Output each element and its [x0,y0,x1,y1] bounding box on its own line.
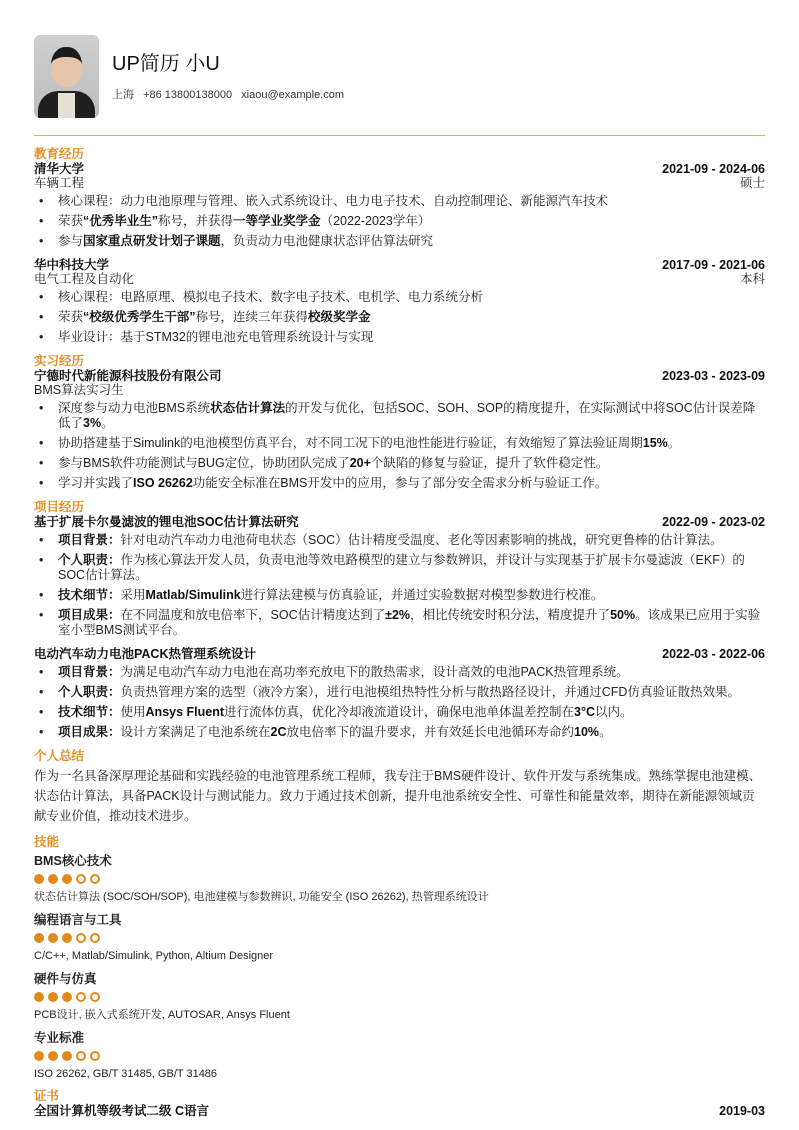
skill-level-rating [34,992,765,1002]
skill-description: ISO 26262, GB/T 31485, GB/T 31486 [34,1068,218,1080]
skill-name: BMS核心技术 [34,854,112,868]
rating-dot [62,874,72,884]
entry-row [34,369,765,383]
header-divider [34,135,765,136]
skill-name: 专业标准 [34,1031,85,1045]
company-name: 宁德时代新能源科技股份有限公司 [34,369,222,383]
bullet-item [34,685,765,700]
bold-text: 50% [610,608,636,622]
profile-photo [34,35,99,118]
bullet-list [34,665,765,740]
rating-dot [76,992,86,1002]
bold-text: 15% [642,436,668,450]
text: 称号，并获得 [158,214,234,228]
rating-dot [48,992,58,1002]
bullet-item [34,705,765,720]
text: 参与BMS软件功能测试与BUG定位，协助团队完成了 [58,456,350,470]
bold-text: 3°C [574,705,596,719]
bullet-list [34,533,765,638]
text: 在不同温度和放电倍率下，SOC估计精度达到了 [120,608,386,622]
bold-text: Matlab/Simulink [145,588,241,602]
text: 为满足电动汽车动力电池在高功率充放电下的散热需求，设计高效的电池PACK热管理系统。 [120,665,629,679]
entry-row [34,162,765,176]
section-title-internship: 实习经历 [34,354,85,368]
bold-text: 项目背景： [58,665,121,679]
resume-body [34,147,765,1118]
text: 。该成果已应用于实验室小型BMS测试平台。 [58,608,761,637]
bold-text: 2C [270,725,287,739]
bold-text: 项目成果： [58,608,121,622]
date-range: 2022-09 - 2023-02 [662,515,765,529]
bullet-item [34,234,765,249]
text: 进行流体仿真，优化冷却液流道设计，确保电池单体温差控制在 [224,705,575,719]
bullet-item [34,310,765,325]
project-entry [34,515,765,638]
text: 核心课程：动力电池原理与管理、嵌入式系统设计、电力电子技术、自动控制理论、新能源汽车技术 [58,194,609,208]
text: 以内。 [595,705,633,719]
date-range: 2022-03 - 2022-06 [662,647,765,661]
bold-text: Ansys Fluent [145,705,225,719]
text: 称号，连续三年获得 [195,310,309,324]
bullet-item [34,290,765,305]
degree: 硕士 [739,176,765,190]
skill-name: 编程语言与工具 [34,913,122,927]
rating-dot [76,1051,86,1061]
bold-text: 状态估计算法 [210,401,286,415]
resume-header [34,35,350,118]
candidate-name: UP简历 小U [112,53,220,75]
text: 荣获 [58,214,84,228]
bullet-list [34,194,765,249]
bullet-item [34,436,765,451]
rating-dot [90,1051,100,1061]
text: 负责热管理方案的选型（液冷方案），进行电池模组热特性分析与散热路径设计，并通过CFD仿真验证散热效果。 [120,685,740,699]
section-title-projects: 项目经历 [34,500,85,514]
entry-row [34,272,765,286]
bold-text: ±2% [385,608,411,622]
bold-text: 项目成果： [58,725,121,739]
text: 功能安全标准在BMS开发中的应用，参与了部分安全需求分析与验证工作。 [192,476,608,490]
bold-text: 20+ [349,456,371,470]
email: xiaou@example.com [241,89,345,101]
bold-text: 3% [83,416,102,430]
rating-dot [48,1051,58,1061]
bullet-item [34,588,765,603]
summary-text: 作为一名具备深厚理论基础和实践经验的电池管理系统工程师，我专注于BMS硬件设计、软件开发与系统集成。熟练掌握电池建模、状态估计算法，具备PACK设计与测试能力。致力于通过技术创新，提升电池系统安全性、可靠性和能量效率，期待在新能源领域贡献专业价值，推动技术进步。 [34,769,762,823]
major: 车辆工程 [34,176,85,190]
phone: +86 13800138000 [143,89,233,101]
bold-text: 技术细节： [58,588,121,602]
bold-text: 10% [574,725,600,739]
text: 协助搭建基于Simulink的电池模型仿真平台，对不同工况下的电池性能进行验证，有效缩短了算法验证周期 [58,436,643,450]
bold-text: 个人职责： [58,553,121,567]
bullet-item [34,476,765,491]
major: 电气工程及自动化 [34,272,135,286]
text: 采用 [120,588,146,602]
text: 使用 [120,705,146,719]
bullet-item [34,665,765,680]
entry-row [34,515,765,529]
skill-level-rating [34,933,765,943]
rating-dot [90,933,100,943]
text: 针对电动汽车动力电池荷电状态（SOC）估计精度受温度、老化等因素影响的挑战，研究更鲁棒的估计算法。 [120,533,723,547]
education-entry [34,162,765,249]
text: ，相比传统安时积分法，精度提升了 [410,608,611,622]
rating-dot [34,1051,44,1061]
date-range: 2023-03 - 2023-09 [662,369,765,383]
certificate-name: 全国计算机等级考试二级 C语言 [34,1104,210,1118]
bullet-item [34,456,765,471]
bold-text: “优秀毕业生” [83,214,159,228]
bold-text: “校级优秀学生干部” [83,310,196,324]
bullet-item [34,608,765,638]
text: 作为核心算法开发人员，负责电池等效电路模型的建立与参数辨识，并设计与实现基于扩展卡尔曼滤波（EKF）的SOC估计算法。 [58,553,745,582]
section-title-summary: 个人总结 [34,749,85,763]
rating-dot [76,874,86,884]
text: 。 [667,436,681,450]
rating-dot [48,874,58,884]
bold-text: 国家重点研发计划子课题 [83,234,221,248]
text: 的开发与优化，包括SOC、SOH、SOP的精度提升，在实际测试中将SOC估计误差降低了 [58,401,756,430]
rating-dot [34,874,44,884]
degree: 本科 [739,272,765,286]
rating-dot [90,874,100,884]
education-entry [34,258,765,345]
rating-dot [34,933,44,943]
bullet-item [34,214,765,229]
text: 个缺陷的修复与验证，提升了软件稳定性。 [370,456,609,470]
bullet-list [34,401,765,491]
text: 学习并实践了 [58,476,134,490]
rating-dot [62,933,72,943]
section-title-certificates: 证书 [34,1089,60,1103]
text: （2022-2023学年） [320,214,431,228]
project-title: 基于扩展卡尔曼滤波的锂电池SOC估计算法研究 [34,515,299,529]
contact-info [112,86,350,102]
bold-text: 个人职责： [58,685,121,699]
text: 荣获 [58,310,84,324]
text: 参与 [58,234,84,248]
skill-name: 硬件与仿真 [34,972,97,986]
skill-level-rating [34,874,765,884]
entry-row [34,176,765,190]
text: 毕业设计：基于STM32的锂电池充电管理系统设计与实现 [58,330,374,344]
bullet-item [34,401,765,431]
bullet-item [34,533,765,548]
project-entry [34,647,765,740]
text: 。 [101,416,114,430]
bullet-item [34,553,765,583]
rating-dot [76,933,86,943]
bold-text: 项目背景： [58,533,121,547]
text: 。 [599,725,612,739]
text: 深度参与动力电池BMS系统 [58,401,211,415]
rating-dot [34,992,44,1002]
city: 上海 [112,89,134,101]
entry-row [34,258,765,272]
bold-text: 技术细节： [58,705,121,719]
bold-text: 一等学业奖学金 [233,214,321,228]
text: ，负责动力电池健康状态评估算法研究 [220,234,434,248]
school-name: 清华大学 [34,162,85,176]
skill-description: C/C++, Matlab/Simulink, Python, Altium Designer [34,950,274,962]
rating-dot [62,1051,72,1061]
rating-dot [62,992,72,1002]
bullet-item [34,194,765,209]
rating-dot [90,992,100,1002]
section-title-skills: 技能 [34,835,60,849]
entry-row [34,1104,765,1118]
text: 进行算法建模与仿真验证，并通过实验数据对模型参数进行校准。 [240,588,604,602]
text: 设计方案满足了电池系统在 [120,725,271,739]
text: 放电倍率下的温升要求，并有效延长电池循环寿命约 [286,725,575,739]
job-role: BMS算法实习生 [34,383,124,397]
entry-row [34,647,765,661]
rating-dot [48,933,58,943]
bold-text: ISO 26262 [133,476,193,490]
internship-entry [34,369,765,491]
date-range: 2021-09 - 2024-06 [662,162,765,176]
bullet-list [34,290,765,345]
project-title: 电动汽车动力电池PACK热管理系统设计 [34,647,256,661]
skill-description: 状态估计算法 (SOC/SOH/SOP), 电池建模与参数辨识, 功能安全 (ISO 26262), 热管理系统设计 [34,891,489,903]
section-title-education: 教育经历 [34,147,85,161]
date-range: 2017-09 - 2021-06 [662,258,765,272]
bullet-item [34,330,765,345]
skill-description: PCB设计, 嵌入式系统开发, AUTOSAR, Ansys Fluent [34,1009,290,1021]
skill-level-rating [34,1051,765,1061]
bold-text: 校级奖学金 [308,310,371,324]
certificate-date: 2019-03 [719,1104,765,1118]
school-name: 华中科技大学 [34,258,110,272]
text: 核心课程：电路原理、模拟电子技术、数字电子技术、电机学、电力系统分析 [58,290,484,304]
bullet-item [34,725,765,740]
